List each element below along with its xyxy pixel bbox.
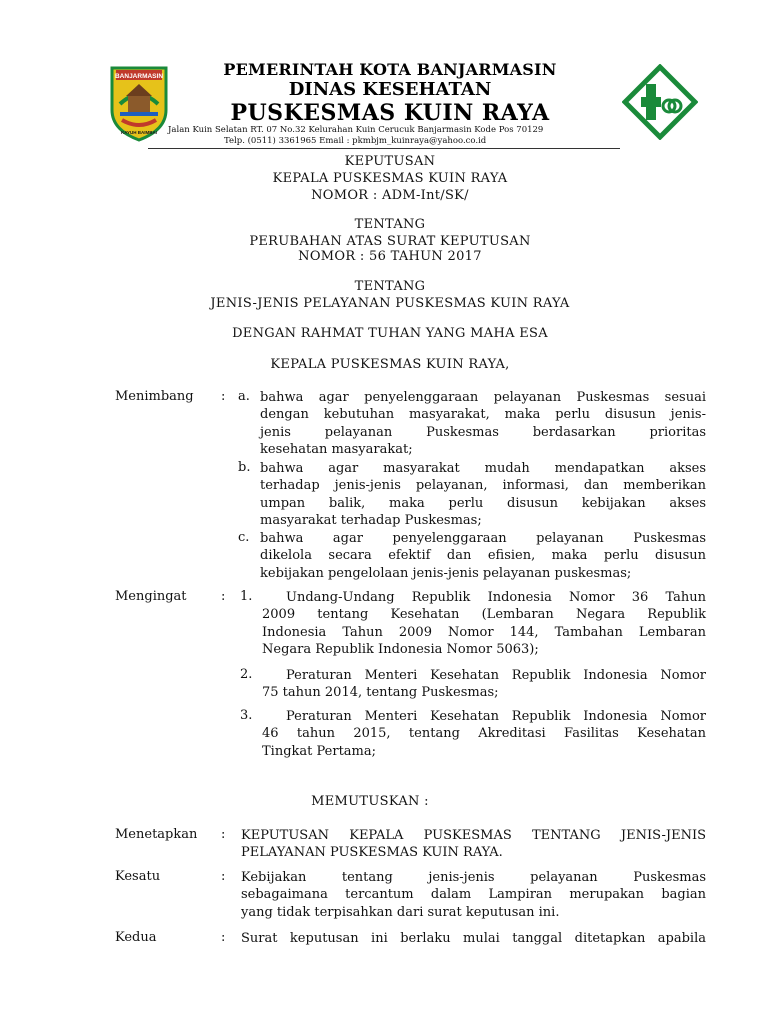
- kedua-text: Surat keputusan ini berlaku mulai tanggal ditetapkan apabila: [241, 931, 706, 946]
- kesatu-colon: :: [221, 869, 226, 884]
- menimbang-marker-c: c.: [238, 530, 250, 545]
- menetapkan-label: Menetapkan: [115, 827, 198, 842]
- title-nomor-2: NOMOR : 56 TAHUN 2017: [298, 249, 482, 264]
- header-address: Jalan Kuin Selatan RT. 07 No.32 Kelurahan Kuin Cerucuk Banjarmasin Kode Pos 70129: [168, 125, 544, 135]
- mengingat-item-2: Peraturan Menteri Kesehatan Republik Indonesia Nomor 75 tahun 2014, tentang Puskesmas;: [262, 668, 706, 701]
- header-dinas: DINAS KESEHATAN: [288, 79, 492, 100]
- header-contact: Telp. (0511) 3361965 Email : pkmbjm_kuinraya@yahoo.co.id: [224, 136, 487, 146]
- puskesmas-logo: [622, 64, 698, 140]
- header-divider: [148, 148, 620, 149]
- menimbang-item-c: bahwa agar penyelenggaraan pelayanan Puskesmas dikelola secara efektif dan efisien, maka perlu disusun kebijakan pengelolaan jenis-jenis pelayanan puskesmas;: [260, 531, 706, 581]
- menimbang-label: Menimbang: [115, 389, 194, 404]
- mengingat-colon: :: [221, 589, 226, 604]
- title-nomor: NOMOR : ADM-Int/SK/: [311, 188, 469, 203]
- menimbang-colon: :: [221, 389, 226, 404]
- title-rahmat: DENGAN RAHMAT TUHAN YANG MAHA ESA: [232, 326, 548, 341]
- menetapkan-colon: :: [221, 827, 226, 842]
- svg-text:KAYUH BAIMBAI: KAYUH BAIMBAI: [120, 130, 158, 135]
- kedua-colon: :: [221, 930, 226, 945]
- mengingat-marker-1: 1.: [240, 589, 253, 604]
- title-kepala-2: KEPALA PUSKESMAS KUIN RAYA,: [270, 357, 510, 372]
- menimbang-item-a: bahwa agar penyelenggaraan pelayanan Puskesmas sesuai dengan kebutuhan masyarakat, maka perlu disusun jenis- jenis pelayanan Puskesmas berdasarkan prioritas kesehatan masyarakat;: [260, 390, 706, 458]
- header-pemerintah: PEMERINTAH KOTA BANJARMASIN: [223, 60, 557, 79]
- menetapkan-text: KEPUTUSAN KEPALA PUSKESMAS TENTANG JENIS-JENIS PELAYANAN PUSKESMAS KUIN RAYA.: [241, 828, 706, 861]
- mengingat-label: Mengingat: [115, 589, 187, 604]
- title-keputusan: KEPUTUSAN: [344, 154, 436, 169]
- svg-text:BANJARMASIN: BANJARMASIN: [114, 73, 164, 80]
- kesatu-text: Kebijakan tentang jenis-jenis pelayanan Puskesmas sebagaimana tercantum dalam Lampiran merupakan bagian yang tidak terpisahkan dari surat keputusan ini.: [241, 870, 706, 920]
- title-tentang-1: TENTANG: [354, 217, 426, 232]
- menimbang-marker-b: b.: [238, 460, 251, 475]
- mengingat-item-1: Undang-Undang Republik Indonesia Nomor 36 Tahun 2009 tentang Kesehatan (Lembaran Negara Republik Indonesia Tahun 2009 Nomor 144, Tambahan Lembaran Negara Republik Indonesia Nomor 5063);: [262, 590, 706, 658]
- mengingat-marker-2: 2.: [240, 667, 253, 682]
- title-kepala: KEPALA PUSKESMAS KUIN RAYA: [272, 171, 508, 186]
- title-perubahan: PERUBAHAN ATAS SURAT KEPUTUSAN: [249, 234, 531, 249]
- menimbang-item-b: bahwa agar masyarakat mudah mendapatkan akses terhadap jenis-jenis pelayanan, informasi, dan memberikan umpan balik, maka perlu disusun kebijakan akses masyarakat terhadap Puskesmas;: [260, 461, 706, 529]
- mengingat-item-3: Peraturan Menteri Kesehatan Republik Indonesia Nomor 46 tahun 2015, tentang Akreditasi Fasilitas Kesehatan Tingkat Pertama;: [262, 709, 706, 759]
- menimbang-marker-a: a.: [238, 389, 250, 404]
- memutuskan-heading: MEMUTUSKAN :: [311, 794, 429, 809]
- kesatu-label: Kesatu: [115, 869, 161, 884]
- header-puskesmas: PUSKESMAS KUIN RAYA: [230, 100, 550, 126]
- title-tentang-2: TENTANG: [354, 279, 426, 294]
- mengingat-marker-3: 3.: [240, 708, 253, 723]
- title-jenis: JENIS-JENIS PELAYANAN PUSKESMAS KUIN RAYA: [210, 296, 570, 311]
- kedua-label: Kedua: [115, 930, 157, 945]
